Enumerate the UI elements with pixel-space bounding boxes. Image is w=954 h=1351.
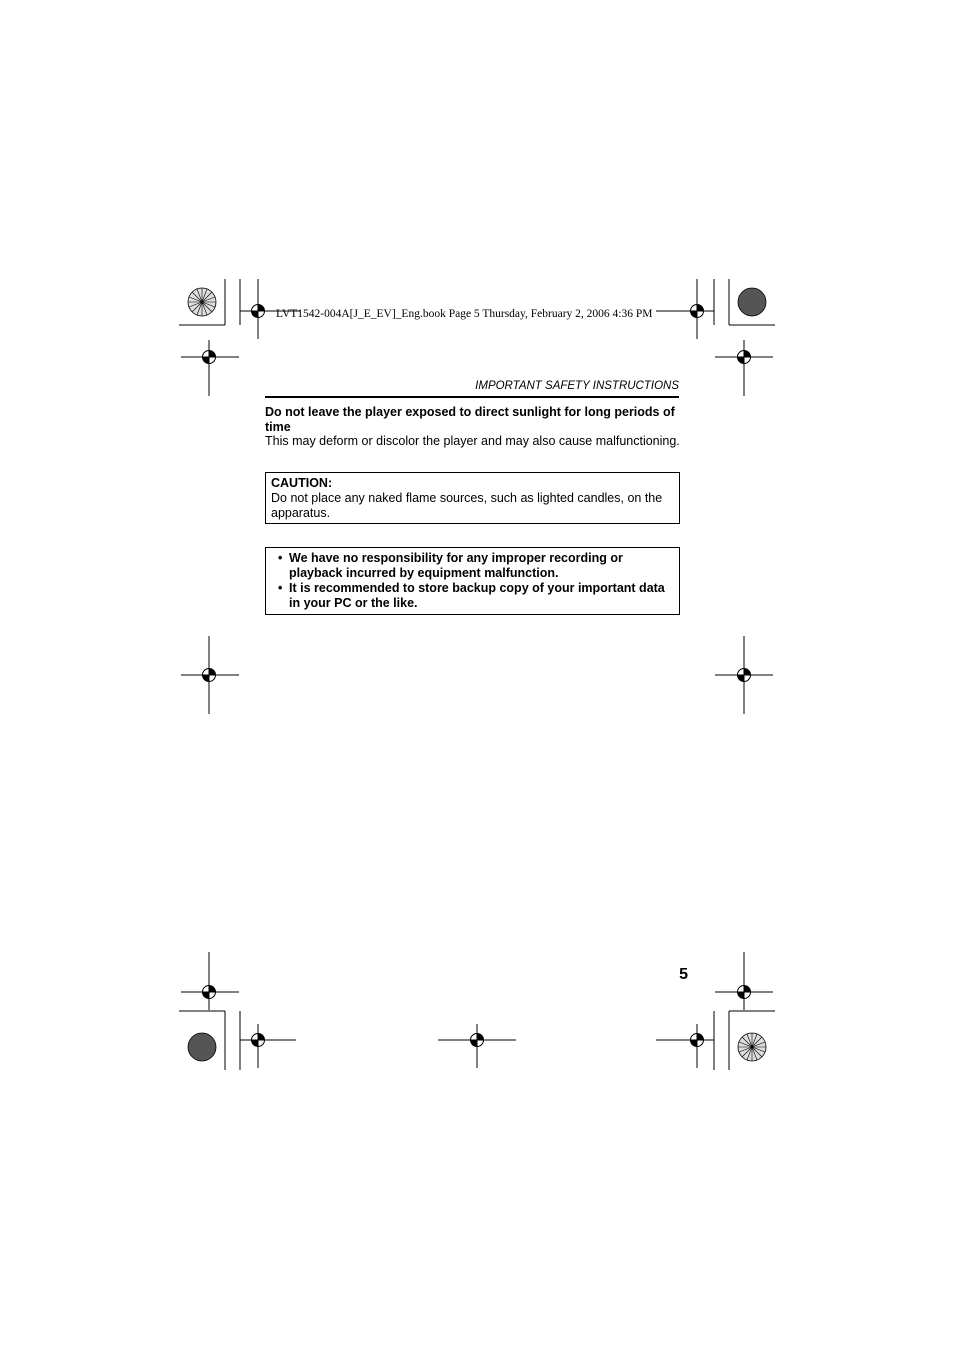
note-text: We have no responsibility for any improper recording or playback incurred by equipment malfunction. xyxy=(289,551,623,580)
note-text: It is recommended to store backup copy of your important data in your PC or the like. xyxy=(289,581,665,610)
caution-title: CAUTION: xyxy=(271,476,333,490)
page-number: 5 xyxy=(679,966,688,983)
section-heading: Do not leave the player exposed to direct sunlight for long periods of time xyxy=(265,405,675,434)
print-info-line: LVT1542-004A[J_E_EV]_Eng.book Page 5 Thursday, February 2, 2006 4:36 PM xyxy=(276,308,653,320)
caution-text: Do not place any naked flame sources, such as lighted candles, on the apparatus. xyxy=(271,491,663,520)
bullet-icon: • xyxy=(278,581,283,595)
caution-box xyxy=(265,472,680,524)
notes-list xyxy=(278,551,673,611)
running-head: IMPORTANT SAFETY INSTRUCTIONS xyxy=(475,380,679,392)
header-rule xyxy=(265,396,679,398)
list-item xyxy=(278,581,673,611)
list-item xyxy=(278,551,673,581)
notes-box xyxy=(265,547,680,615)
section-body: This may deform or discolor the player and may also cause malfunctioning. xyxy=(265,434,680,448)
bullet-icon: • xyxy=(278,551,283,565)
